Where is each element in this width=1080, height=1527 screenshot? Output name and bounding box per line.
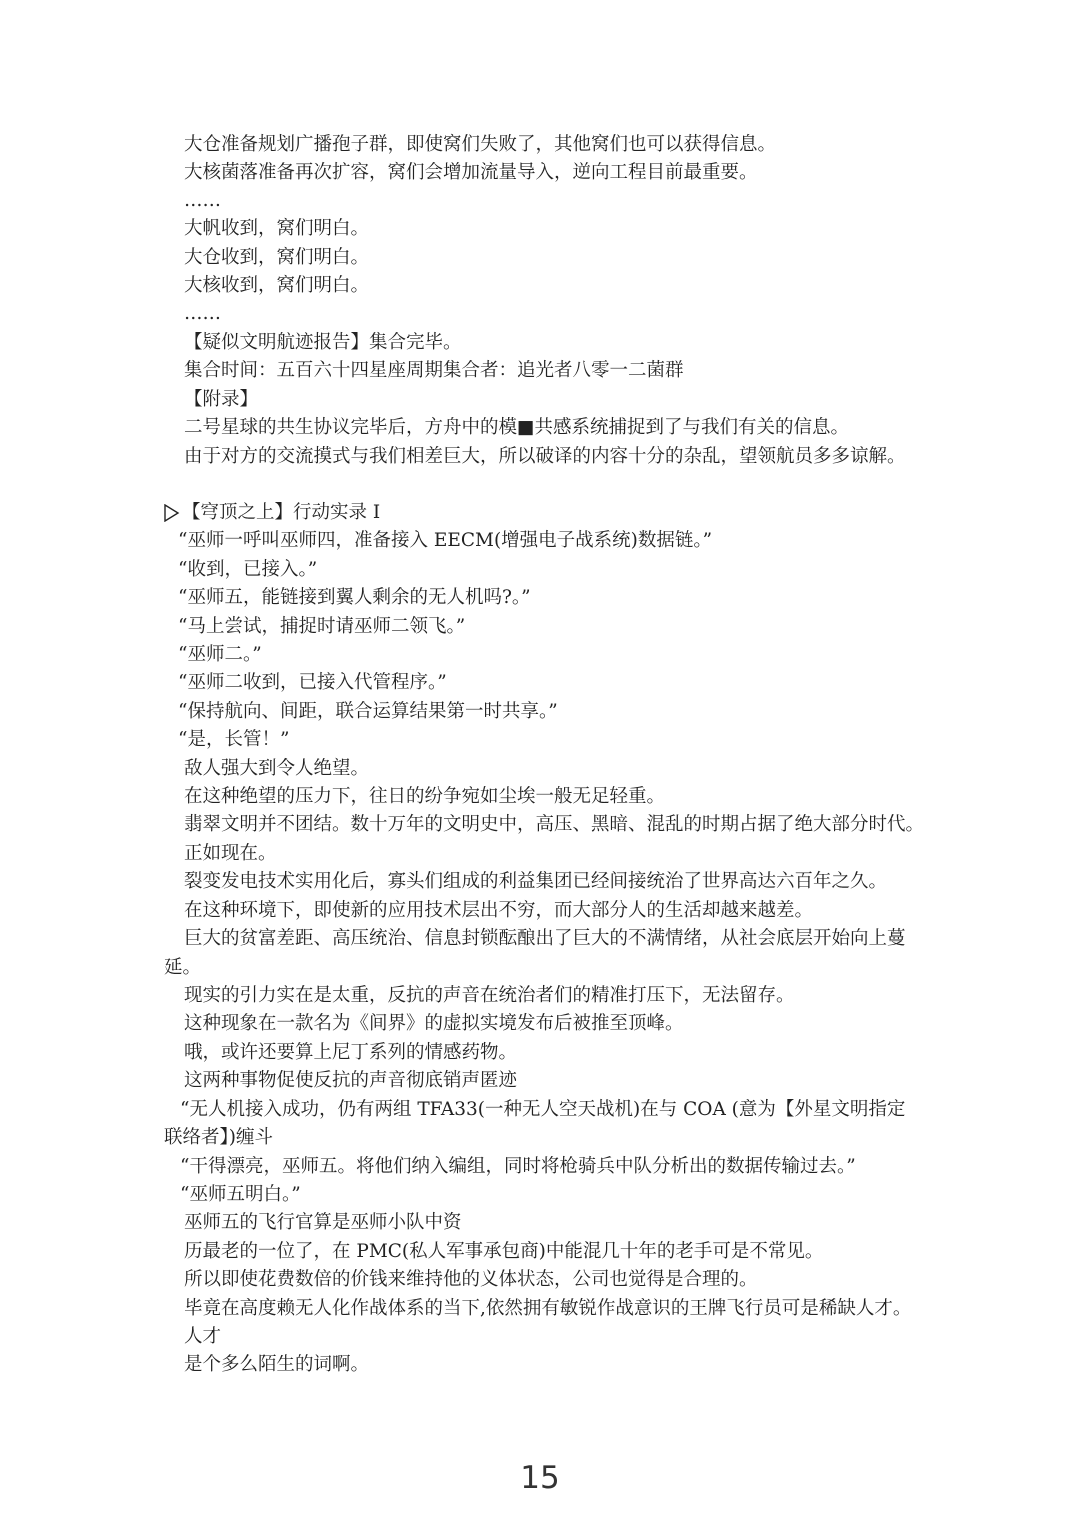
text-line: 敌人强大到令人绝望。 [184,758,370,779]
text-line: 二号星球的共生协议完毕后，方舟中的模■共感系统捕捉到了与我们有关的信息。 [184,417,849,438]
text-line: 大核菌落准备再次扩容，窝们会增加流量导入，逆向工程目前最重要。 [184,162,758,183]
text-line: “干得漂亮，巫师五。将他们纳入编组，同时将枪骑兵中队分析出的数据传输过去。” [180,1156,856,1177]
text-line: 在这种绝望的压力下，往日的纷争宛如尘埃一般无足轻重。 [184,786,666,807]
text-line: 正如现在。 [184,843,277,864]
text-line: 所以即使花费数倍的价钱来维持他的义体状态，公司也觉得是合理的。 [184,1269,758,1290]
text-line: 历最老的一位了，在 PMC(私人军事承包商)中能混几十年的老手可是不常见。 [184,1241,824,1262]
text-line: 【疑似文明航迹报告】集合完毕。 [184,332,462,353]
text-line: 大仓准备规划广播孢子群，即使窝们失败了，其他窝们也可以获得信息。 [184,134,777,155]
text-line: 【附录】 [184,389,259,410]
text-line: 大仓收到，窝们明白。 [184,247,370,268]
text-line: “是，长管！” [178,729,290,750]
text-line: “无人机接入成功，仍有两组 TFA33(一种无人空天战机)在与 COA (意为【外星文明指定 [180,1099,906,1120]
section-heading: 【穹顶之上】行动实录 I [182,502,381,523]
text-line: “马上尝试，捕捉时请巫师二领飞。” [178,616,466,637]
text-line: 延。 [164,957,202,978]
text-line: “巫师一呼叫巫师四，准备接入 EECM(增强电子战系统)数据链。” [178,530,713,551]
text-line: 这两种事物促使反抗的声音彻底销声匿迹 [184,1070,518,1091]
text-line: “巫师五，能链接到翼人剩余的无人机吗?。” [178,587,531,608]
text-line: “巫师五明白。” [180,1184,301,1205]
text-line: 这种现象在一款名为《间界》的虚拟实境发布后被推至顶峰。 [184,1013,684,1034]
text-line: “巫师二收到，已接入代管程序。” [178,672,447,693]
text-line: 大帆收到，窝们明白。 [184,218,370,239]
text-line: “保持航向、间距，联合运算结果第一时共享。” [178,701,558,722]
text-line: 在这种环境下，即使新的应用技术层出不穷，而大部分人的生活却越来越差。 [184,900,814,921]
text-line: 巨大的贫富差距、高压统治、信息封锁酝酿出了巨大的不满情绪，从社会底层开始向上蔓 [184,928,906,949]
text-line: 联络者】)缠斗 [164,1127,273,1148]
text-line: 哦，或许还要算上尼丁系列的情感药物。 [184,1042,518,1063]
text-line: “收到，已接入。” [178,559,318,580]
text-line: 巫师五的飞行官算是巫师小队中资 [184,1212,462,1233]
text-line: “巫师二。” [178,644,262,665]
text-line: …… [184,303,221,324]
triangle-marker-icon [164,504,180,522]
text-line: 毕竟在高度赖无人化作战体系的当下,依然拥有敏锐作战意识的王牌飞行员可是稀缺人才。 [184,1298,912,1319]
text-line: 现实的引力实在是太重，反抗的声音在统治者们的精准打压下，无法留存。 [184,985,795,1006]
text-line: 由于对方的交流摸式与我们相差巨大，所以破译的内容十分的杂乱，望领航员多多谅解。 [184,446,906,467]
text-line: 翡翠文明并不团结。数十万年的文明史中，高压、黑暗、混乱的时期占据了绝大部分时代。 [184,814,925,835]
text-line: …… [184,190,221,211]
page-number: 15 [520,1460,560,1496]
text-line: 是个多么陌生的词啊。 [184,1354,370,1375]
text-line: 人才 [184,1326,222,1347]
text-line: 裂变发电技术实用化后，寡头们组成的利益集团已经间接统治了世界高达六百年之久。 [184,871,888,892]
text-line: 大核收到，窝们明白。 [184,275,370,296]
text-line: 集合时间：五百六十四星座周期集合者：追光者八零一二菌群 [184,360,684,381]
